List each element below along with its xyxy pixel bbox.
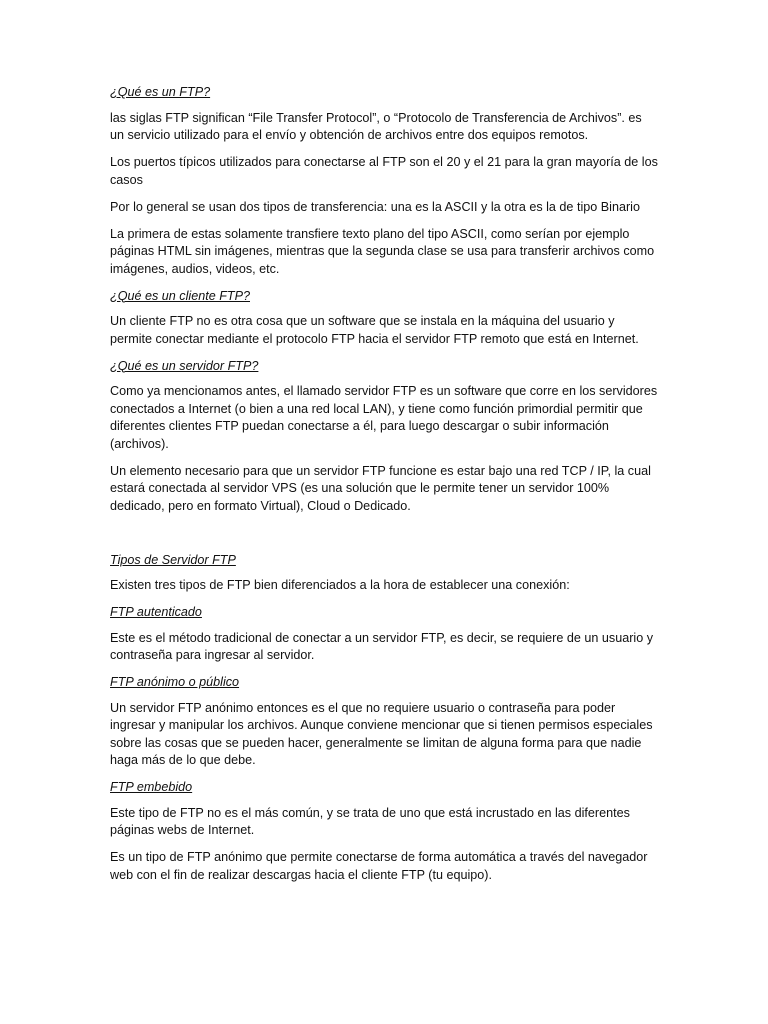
paragraph: Este es el método tradicional de conectar a un servidor FTP, es decir, se requiere de un usuario y contraseña para ingresar al servidor. [110,630,653,662]
section-heading-cliente-ftp: ¿Qué es un cliente FTP? [110,288,250,303]
section-heading-ftp-autenticado: FTP autenticado [110,605,202,619]
paragraph: Un servidor FTP anónimo entonces es el que no requiere usuario o contraseña para poder ingresar y manipular los archivos. Aunque conviene mencionar que si tienen permisos especiales sobre las cosas que se pueden hacer, generalmente se limitan de alguna forma para que nadie haga más de lo que debe. [110,700,653,767]
section-spacer [110,525,658,552]
section-heading-ftp-embebido: FTP embebido [110,780,193,794]
paragraph: Los puertos típicos utilizados para conectarse al FTP son el 20 y el 21 para la gran mayoría de los casos [110,155,658,187]
section-heading-tipos-servidor: Tipos de Servidor FTP [110,552,236,567]
section-heading-que-es-ftp: ¿Qué es un FTP? [110,85,211,99]
paragraph: La primera de estas solamente transfiere texto plano del tipo ASCII, como serían por ejemplo páginas HTML sin imágenes, mientras que la segunda clase se usa para transferir archivos como imágenes, audios, videos, etc. [110,226,655,276]
section-heading-ftp-anonimo: FTP anónimo o público [110,675,240,689]
section-heading-servidor-ftp: ¿Qué es un servidor FTP? [110,358,259,373]
paragraph: Este tipo de FTP no es el más común, y se trata de uno que está incrustado en las diferentes páginas webs de Internet. [110,805,630,837]
paragraph: Por lo general se usan dos tipos de transferencia: una es la ASCII y la otra es la de tipo Binario [110,199,640,214]
paragraph: Como ya mencionamos antes, el llamado servidor FTP es un software que corre en los servidores conectados a Internet (o bien a una red local LAN), y tiene como función primordial permitir que diferentes clientes FTP puedan conectarse a él, para luego descargar o subir información (archivos). [110,384,658,451]
paragraph: Es un tipo de FTP anónimo que permite conectarse de forma automática a través del navegador web con el fin de realizar descargas hacia el cliente FTP (tu equipo). [110,850,648,882]
paragraph: Un elemento necesario para que un servidor FTP funcione es estar bajo una red TCP / IP, la cual estará conectada al servidor VPS (es una solución que le permite tener un servidor 100% dedicado, pero en formato Virtual), Cloud o Dedicado. [110,463,651,513]
paragraph: Un cliente FTP no es otra cosa que un software que se instala en la máquina del usuario y permite conectar mediante el protocolo FTP hacia el servidor FTP remoto que está en Internet. [110,314,639,346]
document-page [110,84,658,894]
paragraph: las siglas FTP significan “File Transfer Protocol”, o “Protocolo de Transferencia de Archivos”. es un servicio utilizado para el envío y obtención de archivos entre dos equipos remotos. [110,110,642,142]
paragraph: Existen tres tipos de FTP bien diferenciados a la hora de establecer una conexión: [110,578,570,592]
